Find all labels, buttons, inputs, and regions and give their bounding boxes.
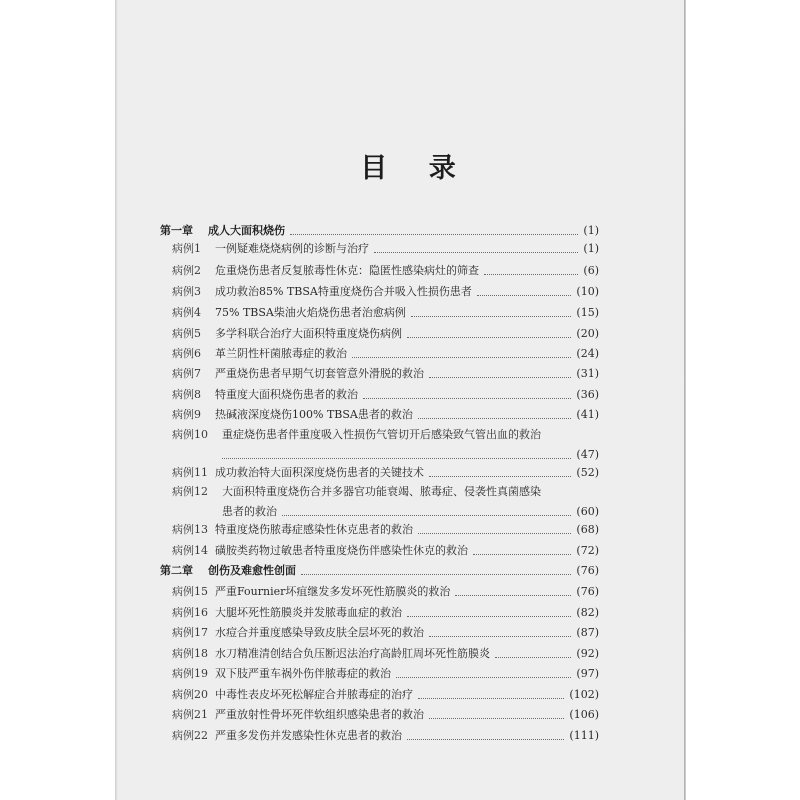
page-number: (82) [576, 606, 599, 619]
case-number: 病例9 [172, 408, 201, 421]
case-number: 病例12 [172, 485, 208, 498]
case-title: 成功救治特大面积深度烧伤患者的关键技术 [215, 466, 424, 479]
leader-dots [407, 337, 571, 338]
case-number: 病例8 [172, 388, 201, 401]
case-title: 大腿坏死性筋膜炎并发脓毒血症的救治 [215, 606, 402, 619]
leader-dots [418, 418, 571, 419]
page-number: (87) [576, 626, 599, 639]
leader-dots [429, 377, 571, 378]
toc-entry-row [0, 706, 800, 724]
case-number: 病例21 [172, 708, 208, 721]
toc-title: 目 录 [360, 153, 472, 184]
leader-dots [407, 739, 564, 740]
case-title-continuation: 患者的救治 [222, 505, 277, 518]
chapter-title: 成人大面积烧伤 [208, 224, 285, 237]
leader-dots [290, 234, 578, 235]
toc-entry-row [0, 624, 800, 642]
leader-dots [429, 718, 564, 719]
toc-chapter-row [0, 562, 800, 580]
case-title: 成功救治85% TBSA特重度烧伤合并吸入性损伤患者 [215, 285, 472, 298]
page-number: (20) [576, 327, 599, 340]
page-number: (6) [583, 264, 599, 277]
page-number: (10) [576, 285, 599, 298]
toc-entry-row [0, 686, 800, 704]
leader-dots [429, 476, 571, 477]
case-title: 严重多发伤并发感染性休克患者的救治 [215, 729, 402, 742]
page-number: (97) [576, 667, 599, 680]
page-number: (72) [576, 544, 599, 557]
case-number: 病例18 [172, 647, 208, 660]
case-number: 病例13 [172, 523, 208, 536]
case-title: 危重烧伤患者反复脓毒性休克：隐匿性感染病灶的筛查 [215, 264, 479, 277]
page-number: (24) [576, 347, 599, 360]
case-number: 病例6 [172, 347, 201, 360]
case-number: 病例14 [172, 544, 208, 557]
case-title: 双下肢严重车祸外伤伴脓毒症的救治 [215, 667, 391, 680]
case-number: 病例19 [172, 667, 208, 680]
page-number: (1) [583, 224, 599, 237]
toc-entry-row [0, 325, 800, 343]
toc-entry-row [0, 727, 800, 745]
case-number: 病例20 [172, 688, 208, 701]
leader-dots [222, 458, 571, 459]
case-title: 水痘合并重度感染导致皮肤全层坏死的救治 [215, 626, 424, 639]
case-title: 特重度大面积烧伤患者的救治 [215, 388, 358, 401]
page-number: (60) [576, 505, 599, 518]
toc-chapter-row [0, 222, 800, 240]
case-number: 病例11 [172, 466, 208, 479]
case-title: 严重烧伤患者早期气切套管意外滑脱的救治 [215, 367, 424, 380]
chapter-title: 创伤及难愈性创面 [208, 564, 296, 577]
toc-entry-row [0, 542, 800, 560]
leader-dots [477, 295, 571, 296]
toc-entry-row [0, 365, 800, 383]
leader-dots [301, 574, 571, 575]
page-number: (47) [576, 448, 599, 461]
toc-entry-row [0, 583, 800, 601]
page-number: (92) [576, 647, 599, 660]
case-title: 中毒性表皮坏死松解症合并脓毒症的治疗 [215, 688, 413, 701]
toc-entry-continuation [0, 503, 800, 521]
leader-dots [396, 677, 571, 678]
case-number: 病例16 [172, 606, 208, 619]
leader-dots [455, 595, 571, 596]
case-title: 特重度烧伤脓毒症感染性休克患者的救治 [215, 523, 413, 536]
case-title: 严重Fournier坏疽继发多发坏死性筋膜炎的救治 [215, 585, 451, 598]
toc-entry-row [0, 304, 800, 322]
toc-entry-row [0, 240, 800, 258]
toc-entry-row [0, 262, 800, 280]
leader-dots [282, 515, 571, 516]
leader-dots [473, 554, 571, 555]
leader-dots [418, 698, 564, 699]
case-title: 严重放射性骨坏死伴软组织感染患者的救治 [215, 708, 424, 721]
case-title: 水刀精准清创结合负压断迟法治疗高龄肛周坏死性筋膜炎 [215, 647, 490, 660]
page-number: (1) [583, 242, 599, 255]
case-number: 病例4 [172, 306, 201, 319]
chapter-number: 第二章 [160, 564, 193, 577]
page-number: (31) [576, 367, 599, 380]
leader-dots [418, 533, 571, 534]
toc-entry-row [0, 464, 800, 482]
toc-entry-row [0, 406, 800, 424]
page-number: (106) [569, 708, 599, 721]
case-number: 病例17 [172, 626, 208, 639]
toc-entry-row [0, 604, 800, 622]
leader-dots [352, 357, 571, 358]
page-number: (68) [576, 523, 599, 536]
case-number: 病例3 [172, 285, 201, 298]
toc-entry-row [0, 521, 800, 539]
case-number: 病例15 [172, 585, 208, 598]
page-number: (41) [576, 408, 599, 421]
toc-entry-row [0, 426, 800, 444]
leader-dots [484, 274, 578, 275]
toc-entry-row [0, 345, 800, 363]
case-number: 病例22 [172, 729, 208, 742]
case-title: 多学科联合治疗大面积特重度烧伤病例 [215, 327, 402, 340]
page-number: (76) [576, 564, 599, 577]
page-number: (111) [569, 729, 599, 742]
toc-entry-row [0, 665, 800, 683]
page-number: (76) [576, 585, 599, 598]
leader-dots [374, 252, 578, 253]
case-number: 病例5 [172, 327, 201, 340]
leader-dots [411, 316, 571, 317]
leader-dots [363, 398, 571, 399]
case-number: 病例7 [172, 367, 201, 380]
toc-entry-continuation [0, 446, 800, 464]
toc-entry-row [0, 386, 800, 404]
case-title: 热碱液深度烧伤100% TBSA患者的救治 [215, 408, 413, 421]
case-number: 病例2 [172, 264, 201, 277]
case-title: 75% TBSA柴油火焰烧伤患者治愈病例 [215, 306, 406, 319]
page-number: (36) [576, 388, 599, 401]
toc-entry-row [0, 283, 800, 301]
page-number: (102) [569, 688, 599, 701]
leader-dots [495, 657, 571, 658]
chapter-number: 第一章 [160, 224, 193, 237]
page-number: (52) [576, 466, 599, 479]
page-number: (15) [576, 306, 599, 319]
case-title: 一例疑难烧烧病例的诊断与治疗 [215, 242, 369, 255]
case-title: 大面积特重度烧伤合并多器官功能衰竭、脓毒症、侵袭性真菌感染 [222, 485, 541, 498]
case-title: 革兰阴性杆菌脓毒症的救治 [215, 347, 347, 360]
case-number: 病例1 [172, 242, 201, 255]
leader-dots [429, 636, 571, 637]
case-number: 病例10 [172, 428, 208, 441]
leader-dots [407, 616, 571, 617]
toc-entry-row [0, 645, 800, 663]
toc-entry-row [0, 483, 800, 501]
case-title: 磺胺类药物过敏患者特重度烧伤伴感染性休克的救治 [215, 544, 468, 557]
case-title: 重症烧伤患者伴重度吸入性损伤气管切开后感染致气管出血的救治 [222, 428, 541, 441]
